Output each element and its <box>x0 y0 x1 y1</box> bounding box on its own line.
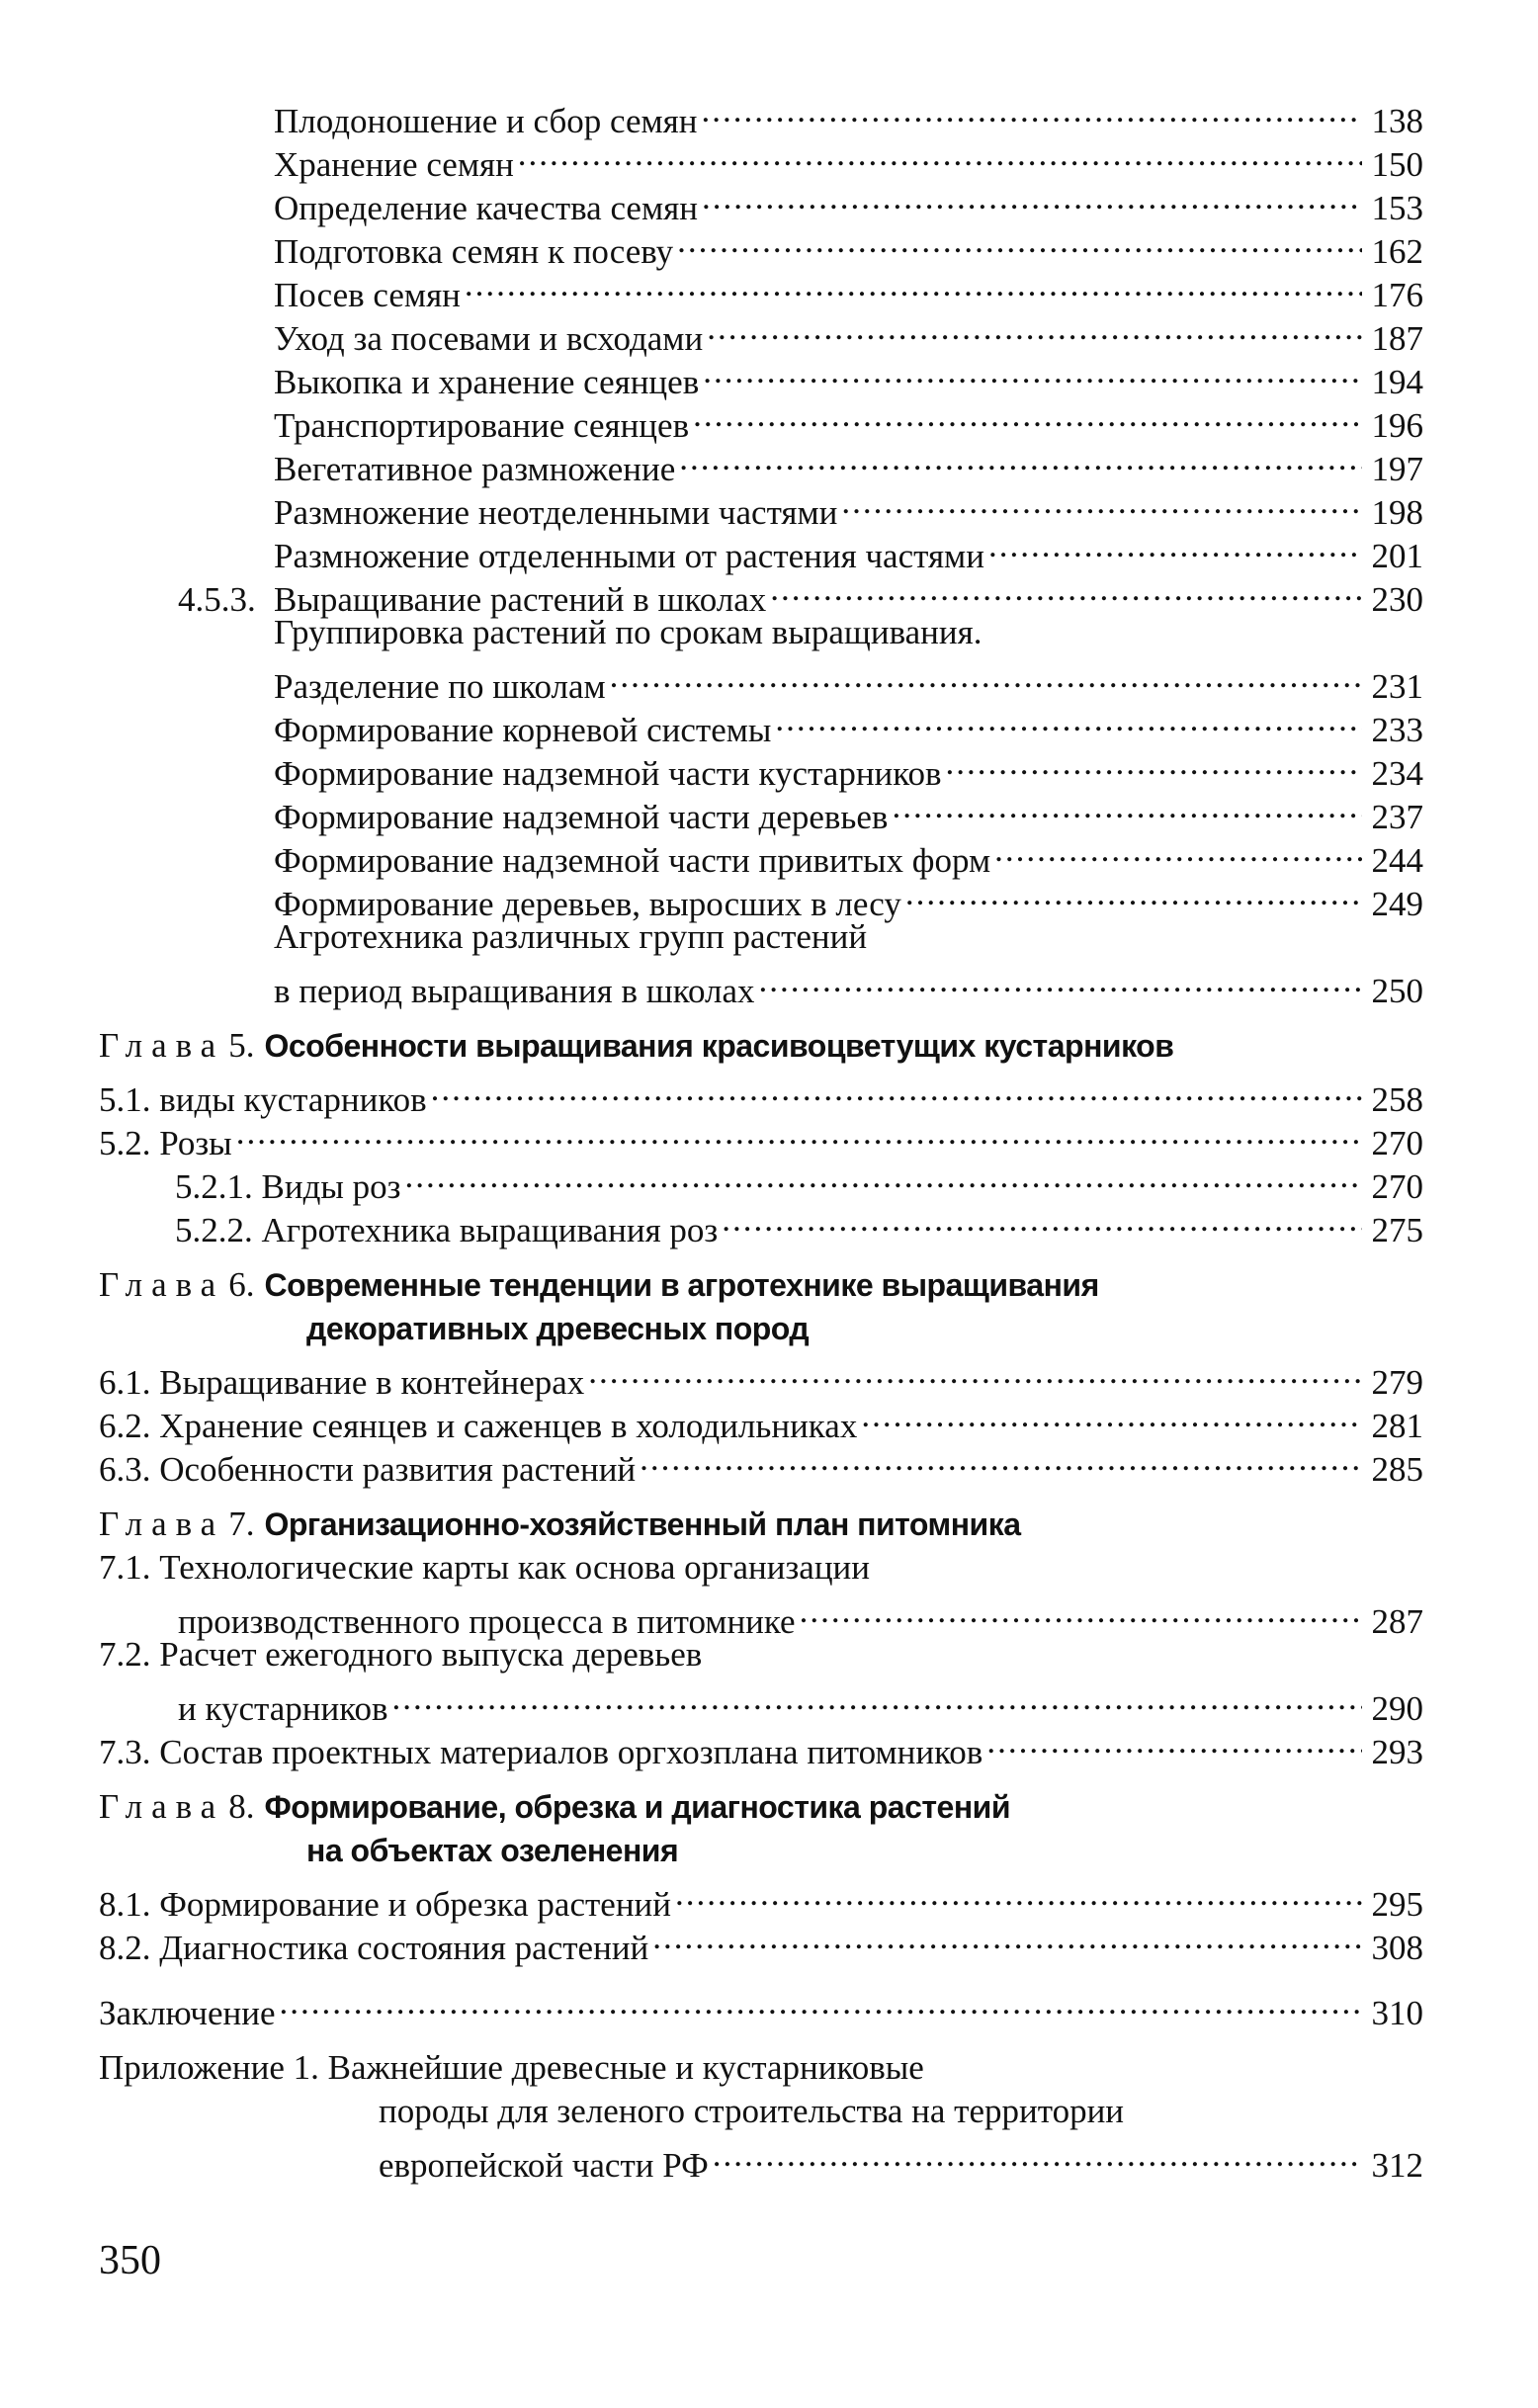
toc-entry-text: Выкопка и хранение сеянцев <box>274 363 700 401</box>
chapter-title-continuation: на объектах озеленения <box>306 1833 679 1868</box>
dot-leader <box>280 1981 1363 2024</box>
toc-entry-text: 7.1. Технологические карты как основа организации <box>99 1548 871 1587</box>
toc-entry[interactable] <box>99 1155 1423 1206</box>
dot-leader <box>800 1590 1362 1633</box>
toc-entry-text: 6.3. Особенности развития растений <box>99 1450 637 1489</box>
toc-entry-text: в период выращивания в школах <box>274 972 755 1010</box>
toc-entry[interactable] <box>99 1437 1423 1489</box>
dot-leader <box>775 698 1362 741</box>
chapter-6-heading[interactable] <box>99 1263 1423 1307</box>
toc-entry-text: 7.3. Состав проектных материалов оргхозплана питомников <box>99 1733 983 1771</box>
chapter-number: 6. <box>228 1265 255 1304</box>
chapter-title: Современные тенденции в агротехнике выращивания <box>264 1267 1099 1303</box>
dot-leader <box>236 1111 1362 1155</box>
toc-entry-text: Определение качества семян <box>274 189 698 227</box>
toc-entry-text: 5.2. Розы <box>99 1124 232 1162</box>
dot-leader <box>988 524 1362 567</box>
section-number: 4.5.3. <box>178 580 256 619</box>
chapter-number: 8. <box>228 1787 255 1826</box>
toc-entry[interactable] <box>99 306 1423 358</box>
toc-entry-page: 162 <box>1371 232 1423 271</box>
dot-leader <box>392 1677 1363 1720</box>
chapter-5-heading[interactable] <box>99 1024 1423 1068</box>
toc-entry-text: и кустарников <box>178 1689 388 1728</box>
toc-entry-page: 233 <box>1371 711 1423 749</box>
chapter-word: Глава <box>99 1265 225 1304</box>
chapter-7-heading[interactable] <box>99 1503 1423 1546</box>
toc-entry-text: Подготовка семян к посеву <box>274 232 674 271</box>
toc-entry-text: производственного процесса в питомнике <box>178 1602 796 1641</box>
toc-entry-page: 281 <box>1371 1407 1423 1445</box>
toc-entry-page: 153 <box>1371 189 1423 227</box>
dot-leader <box>861 1394 1362 1437</box>
chapter-word: Глава <box>99 1787 225 1826</box>
toc-entry-text: Формирование надземной части привитых форм <box>274 841 991 880</box>
dot-leader <box>701 89 1362 132</box>
toc-appendix-1[interactable] <box>99 2133 1423 2185</box>
toc-entry[interactable] <box>99 524 1423 575</box>
dot-leader <box>693 393 1362 437</box>
dot-leader <box>905 872 1362 915</box>
dot-leader <box>675 1872 1362 1916</box>
dot-leader <box>431 1068 1362 1111</box>
toc-entry[interactable] <box>99 393 1423 445</box>
toc-entry-page: 293 <box>1371 1733 1423 1771</box>
toc-appendix-line[interactable] <box>99 2090 1423 2133</box>
dot-leader <box>892 785 1362 828</box>
toc-entry[interactable] <box>99 219 1423 271</box>
dot-leader <box>713 2133 1362 2177</box>
chapter-title-continuation: декоративных древесных пород <box>306 1311 810 1346</box>
dot-leader <box>722 1198 1362 1242</box>
toc-entry[interactable] <box>99 176 1423 227</box>
toc-entry[interactable] <box>99 785 1423 836</box>
toc-entry-text: Формирование надземной части кустарников <box>274 754 942 793</box>
toc-entry-text: Посев семян <box>274 276 461 314</box>
toc-entry-page: 287 <box>1371 1602 1423 1641</box>
toc-entry-text: Вегетативное размножение <box>274 450 676 488</box>
toc-entry-text: Хранение семян <box>274 145 514 184</box>
dot-leader <box>841 480 1362 524</box>
toc-entry[interactable] <box>99 872 1423 923</box>
toc-entry[interactable] <box>99 828 1423 880</box>
toc-entry[interactable] <box>99 1198 1423 1249</box>
toc-entry-text: Приложение 1. Важнейшие древесные и кустарниковые <box>99 2048 924 2087</box>
toc-entry-text: европейской части РФ <box>379 2146 709 2185</box>
toc-entry-page: 258 <box>1371 1080 1423 1119</box>
toc-entry-text: Формирование корневой системы <box>274 711 772 749</box>
toc-entry-text: Формирование деревьев, выросших в лесу <box>274 885 901 923</box>
toc-entry-page: 249 <box>1371 885 1423 923</box>
toc-entry-page: 285 <box>1371 1450 1423 1489</box>
toc-entry-text: Уход за посевами и всходами <box>274 319 704 358</box>
dot-leader <box>702 176 1362 219</box>
dot-leader <box>518 132 1362 176</box>
dot-leader <box>640 1437 1362 1481</box>
toc-entry-line[interactable] <box>99 1633 1423 1677</box>
toc-entry-page: 138 <box>1371 102 1423 140</box>
toc-entry-page: 176 <box>1371 276 1423 314</box>
toc-entry-text: Выращивание растений в школах <box>274 580 767 619</box>
table-of-contents <box>99 89 1423 2185</box>
chapter-number: 5. <box>228 1026 255 1065</box>
toc-entry[interactable] <box>99 132 1423 184</box>
toc-entry[interactable] <box>99 1916 1423 1967</box>
chapter-word: Глава <box>99 1026 225 1065</box>
dot-leader <box>946 741 1362 785</box>
toc-entry-page: 230 <box>1371 580 1423 619</box>
toc-entry[interactable] <box>99 89 1423 140</box>
dot-leader <box>703 350 1362 393</box>
chapter-title: Организационно-хозяйственный план питомника <box>264 1506 1021 1542</box>
toc-entry-page: 231 <box>1371 667 1423 706</box>
toc-entry[interactable] <box>99 698 1423 749</box>
page-number: 350 <box>99 2238 161 2283</box>
toc-entry-text: Разделение по школам <box>274 667 606 706</box>
toc-entry-text: 8.2. Диагностика состояния растений <box>99 1929 649 1967</box>
toc-entry-page: 234 <box>1371 754 1423 793</box>
dot-leader <box>758 959 1362 1002</box>
dot-leader <box>677 219 1362 263</box>
chapter-title: Формирование, обрезка и диагностика растений <box>264 1789 1011 1825</box>
toc-entry[interactable] <box>99 350 1423 401</box>
toc-entry[interactable] <box>99 654 1423 706</box>
toc-entry[interactable] <box>99 741 1423 793</box>
toc-entry-page: 250 <box>1371 972 1423 1010</box>
toc-entry-page: 198 <box>1371 493 1423 532</box>
toc-entry-page: 312 <box>1371 2146 1423 2185</box>
toc-conclusion[interactable] <box>99 1981 1423 2032</box>
toc-entry-line[interactable] <box>99 611 1423 654</box>
toc-entry-page: 310 <box>1371 1994 1423 2032</box>
toc-entry-text: Размножение неотделенными частями <box>274 493 838 532</box>
toc-entry[interactable] <box>99 1720 1423 1771</box>
toc-entry[interactable] <box>99 1394 1423 1445</box>
spacer <box>99 2024 1423 2046</box>
toc-entry-page: 270 <box>1371 1167 1423 1206</box>
toc-entry-page: 290 <box>1371 1689 1423 1728</box>
toc-entry-page: 187 <box>1371 319 1423 358</box>
toc-entry-text: породы для зеленого строительства на территории <box>379 2092 1125 2130</box>
dot-leader <box>994 828 1362 872</box>
toc-entry[interactable] <box>99 959 1423 1010</box>
toc-entry-page: 201 <box>1371 537 1423 575</box>
toc-entry-line[interactable] <box>99 915 1423 959</box>
toc-entry-text: 5.2.1. Виды роз <box>175 1167 401 1206</box>
toc-appendix-line[interactable] <box>99 2046 1423 2090</box>
toc-entry[interactable] <box>99 1068 1423 1119</box>
toc-entry-page: 196 <box>1371 406 1423 445</box>
toc-entry-line[interactable] <box>99 1546 1423 1590</box>
dot-leader <box>610 654 1362 698</box>
toc-entry[interactable] <box>99 263 1423 314</box>
toc-entry[interactable] <box>99 1590 1423 1641</box>
dot-leader <box>465 263 1362 306</box>
toc-entry-text: Транспортирование сеянцев <box>274 406 690 445</box>
chapter-title: Особенности выращивания красивоцветущих кустарников <box>264 1028 1174 1064</box>
dot-leader <box>588 1350 1362 1394</box>
toc-entry[interactable] <box>99 480 1423 532</box>
dot-leader <box>404 1155 1362 1198</box>
dot-leader <box>652 1916 1362 1959</box>
toc-entry-page: 270 <box>1371 1124 1423 1162</box>
toc-entry-page: 308 <box>1371 1929 1423 1967</box>
toc-entry-text: 6.2. Хранение сеянцев и саженцев в холодильниках <box>99 1407 858 1445</box>
toc-section-4-5-3[interactable] <box>99 567 1423 619</box>
dot-leader <box>707 306 1362 350</box>
toc-entry-text: 8.1. Формирование и обрезка растений <box>99 1885 672 1924</box>
toc-entry-text: 7.2. Расчет ежегодного выпуска деревьев <box>99 1635 703 1674</box>
toc-entry-text: 5.1. виды кустарников <box>99 1080 427 1119</box>
toc-entry[interactable] <box>99 1677 1423 1728</box>
dot-leader <box>770 567 1362 611</box>
toc-entry-text: 5.2.2. Агротехника выращивания роз <box>175 1211 719 1249</box>
toc-entry-text: Формирование надземной части деревьев <box>274 798 889 836</box>
toc-entry[interactable] <box>99 1111 1423 1162</box>
dot-leader <box>679 437 1362 480</box>
toc-entry-page: 197 <box>1371 450 1423 488</box>
chapter-number: 7. <box>228 1505 255 1543</box>
toc-entry-page: 279 <box>1371 1363 1423 1402</box>
toc-entry-page: 275 <box>1371 1211 1423 1249</box>
toc-entry-text: Агротехника различных групп растений <box>274 917 868 956</box>
toc-entry-text: 6.1. Выращивание в контейнерах <box>99 1363 585 1402</box>
toc-entry-page: 244 <box>1371 841 1423 880</box>
toc-entry-text: Заключение <box>99 1994 276 2032</box>
toc-entry-text: Размножение отделенными от растения частями <box>274 537 984 575</box>
toc-entry[interactable] <box>99 437 1423 488</box>
toc-entry[interactable] <box>99 1872 1423 1924</box>
chapter-8-heading[interactable] <box>99 1785 1423 1829</box>
toc-entry[interactable] <box>99 1350 1423 1402</box>
toc-entry-text: Группировка растений по срокам выращивания. <box>274 613 983 651</box>
toc-entry-text: Плодоношение и сбор семян <box>274 102 698 140</box>
toc-entry-page: 295 <box>1371 1885 1423 1924</box>
toc-entry-page: 194 <box>1371 363 1423 401</box>
dot-leader <box>986 1720 1362 1763</box>
toc-entry-page: 237 <box>1371 798 1423 836</box>
chapter-word: Глава <box>99 1505 225 1543</box>
toc-entry-page: 150 <box>1371 145 1423 184</box>
